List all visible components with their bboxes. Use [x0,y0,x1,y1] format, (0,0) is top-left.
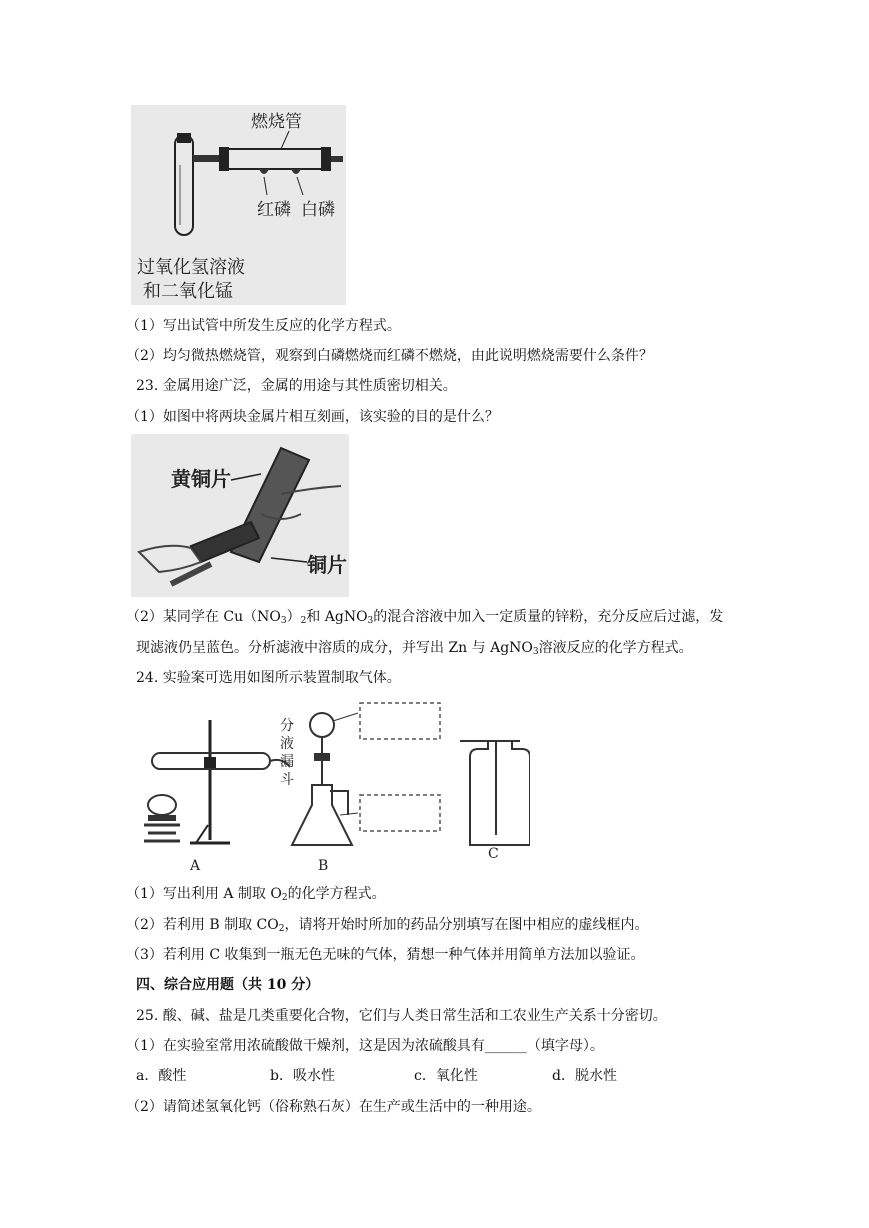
brass-label: 黄铜片 [171,467,231,491]
apparatus-b-label: B [318,858,329,874]
solution-label-line1: 过氧化氢溶液 [137,257,245,278]
q23-part1: （1）如图中将两块金属片相互刻画，该实验的目的是什么？ [126,409,499,425]
funnel-label-2: 液 [280,736,294,752]
q22-part1: （1）写出试管中所发生反应的化学方程式。 [126,318,401,334]
option-a: a．酸性 [136,1068,187,1084]
funnel-reagent-box[interactable] [360,703,440,739]
white-phosphorus-label: 白磷 [301,200,335,220]
q25-stem: 25. 酸、碱、盐是几类重要化合物，它们与人类日常生活和工农业生产关系十分密切。 [136,1008,667,1024]
apparatus-abc-drawing [130,695,530,875]
q23-part2-line1: （2）某同学在 $Cu(NO_3)_2$和 AgNO$_3$的混合溶液中加入一定质量的锌粉，充分反应后过滤，发 [126,609,724,626]
apparatus-c-label: C [488,846,499,862]
q25-part2: （2）请简述氢氧化钙（俗称熟石灰）在生产或生活中的一种用途。 [126,1099,541,1115]
q23-stem: 23. 金属用途广泛，金属的用途与其性质密切相关。 [136,378,457,394]
option-b: b．吸水性 [270,1068,335,1084]
funnel-label-3: 漏 [280,754,294,770]
metal-scratch-drawing [131,434,349,597]
q24-part1: （1）写出利用 A 制取 $O_2$的化学方程式。 [126,886,386,903]
funnel-label-1: 分 [280,718,294,734]
apparatus-a-label: A [190,858,201,874]
q24-part2: （2）若利用 B 制取 $CO_2$，请将开始时所加的药品分别填写在图中相应的虚线框内。 [126,917,649,934]
option-c: c．氧化性 [414,1068,478,1084]
q23-part2-line2: 现滤液仍呈蓝色。分析滤液中溶质的成分，并写出 Zn 与 AgNO$_3$溶液反应的化学方程式。 [136,640,693,657]
q22-part2: （2）均匀微热燃烧管，观察到白磷燃烧而红磷不燃烧，由此说明燃烧需要什么条件？ [126,348,653,364]
copper-label: 铜片 [307,553,347,577]
solution-label-line2: 和二氧化锰 [143,281,233,302]
metal-sheets-figure [131,434,349,597]
combustion-tube-figure [131,105,346,305]
q25-part1: （1）在实验室常用浓硫酸做干燥剂，这是因为浓硫酸具有______（填字母）。 [126,1038,604,1054]
gas-apparatus-figure [130,695,530,875]
q24-part3: （3）若利用 C 收集到一瓶无色无味的气体，猜想一种气体并用简单方法加以验证。 [126,947,645,963]
red-phosphorus-label: 红磷 [257,200,291,220]
q24-stem: 24. 实验案可选用如图所示装置制取气体。 [136,670,401,686]
combustion-tube-label: 燃烧管 [251,112,302,132]
section-4-title: 四、综合应用题（共 10 分） [136,977,320,993]
flask-reagent-box[interactable] [360,795,440,831]
funnel-label-4: 斗 [280,772,294,788]
option-d: d．脱水性 [552,1068,617,1084]
q25-options [136,1066,736,1086]
combustion-apparatus-drawing [131,105,346,305]
